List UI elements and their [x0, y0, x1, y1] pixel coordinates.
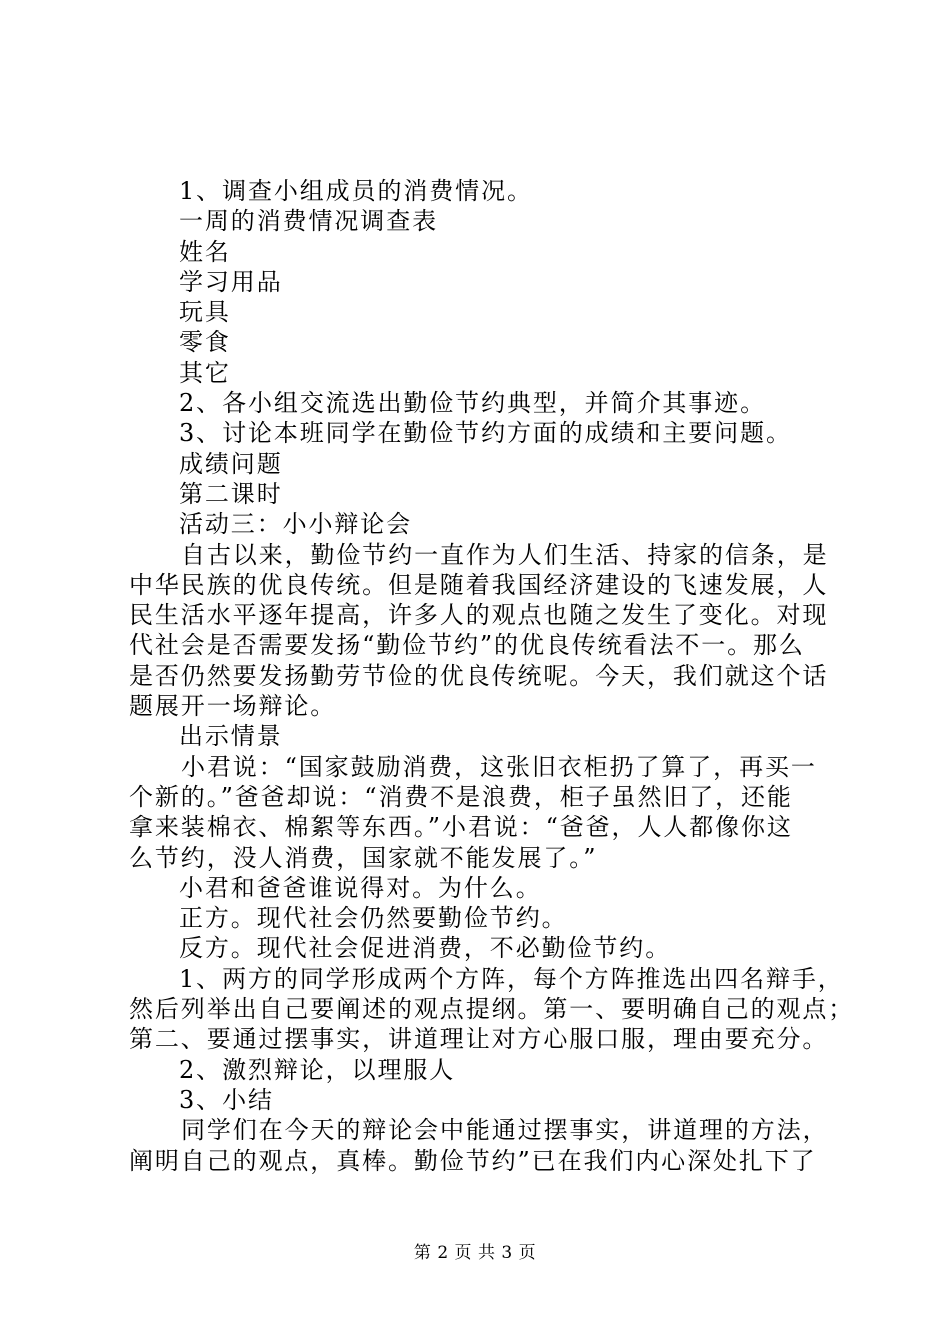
text-line: 学习用品 — [179, 267, 283, 296]
text-line: 2、激烈辩论，以理服人 — [179, 1055, 456, 1084]
text-line: 代社会是否需要发扬“勤俭节约”的优良传统看法不一。那么 — [129, 631, 805, 660]
text-line: 民生活水平逐年提高，许多人的观点也随之发生了变化。对现 — [129, 601, 829, 630]
text-line: 零食 — [179, 328, 231, 357]
text-line: 第二、要通过摆事实，讲道理让对方心服口服，理由要充分。 — [129, 1025, 829, 1054]
text-line: 小君说：“国家鼓励消费，这张旧衣柜扔了算了，再买一 — [181, 752, 817, 781]
text-line: 中华民族的优良传统。但是随着我国经济建设的飞速发展，人 — [129, 570, 829, 599]
text-line: 拿来装棉衣、棉絮等东西。”小君说：“爸爸，人人都像你这 — [129, 813, 793, 842]
document-body — [129, 176, 855, 1176]
text-line: 阐明自己的观点，真棒。勤俭节约”已在我们内心深处扎下了 — [129, 1146, 817, 1175]
text-line: 同学们在今天的辩论会中能通过摆事实，讲道理的方法， — [181, 1116, 829, 1145]
page-footer: 第 2 页 共 3 页 — [413, 1243, 537, 1263]
text-line: 反方。现代社会促进消费，不必勤俭节约。 — [179, 934, 672, 963]
text-line: 正方。现代社会仍然要勤俭节约。 — [179, 904, 568, 933]
text-line: 么节约，没人消费，国家就不能发展了。” — [129, 843, 598, 872]
text-line: 题展开一场辩论。 — [129, 692, 337, 721]
text-line: 3、讨论本班同学在勤俭节约方面的成绩和主要问题。 — [179, 419, 792, 448]
text-line: 玩具 — [179, 298, 231, 327]
text-line: 2、各小组交流选出勤俭节约典型，并简介其事迹。 — [179, 389, 766, 418]
text-line: 第二课时 — [179, 479, 283, 508]
text-line: 然后列举出自己要阐述的观点提纲。第一、要明确自己的观点； — [129, 995, 855, 1024]
text-line: 活动三：小小辩论会 — [179, 510, 413, 539]
text-line: 是否仍然要发扬勤劳节俭的优良传统呢。今天，我们就这个话 — [129, 661, 829, 690]
text-line: 成绩问题 — [179, 449, 283, 478]
text-line: 小君和爸爸谁说得对。为什么。 — [179, 873, 542, 902]
text-line: 自古以来，勤俭节约一直作为人们生活、持家的信条，是 — [181, 540, 829, 569]
text-line: 其它 — [179, 358, 231, 387]
text-line: 3、小结 — [179, 1085, 274, 1114]
text-line: 一周的消费情况调查表 — [179, 207, 438, 236]
text-line: 个新的。”爸爸却说：“消费不是浪费，柜子虽然旧了，还能 — [129, 782, 793, 811]
text-line: 姓名 — [179, 237, 231, 266]
text-line: 1、两方的同学形成两个方阵，每个方阵推选出四名辩手， — [179, 964, 844, 993]
text-line: 1、调查小组成员的消费情况。 — [179, 177, 533, 205]
text-line: 出示情景 — [179, 722, 283, 751]
